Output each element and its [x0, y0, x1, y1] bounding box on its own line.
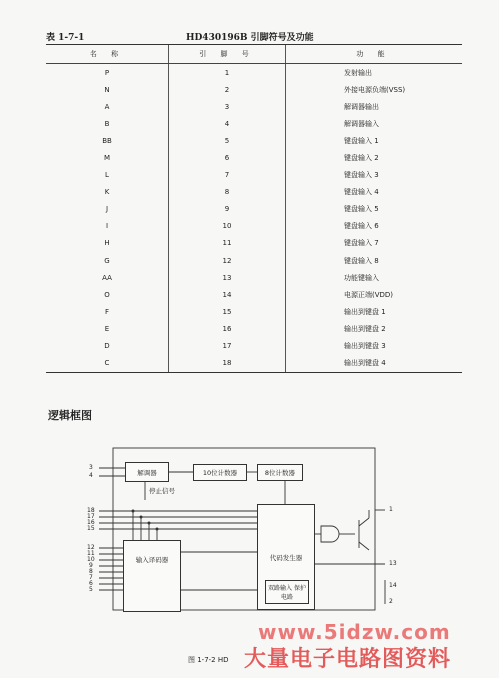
cell-pin: 2: [169, 81, 286, 98]
cell-pin: 8: [169, 184, 286, 201]
cell-name: N: [104, 85, 110, 94]
cell-name: F: [104, 307, 110, 316]
table-row: [46, 149, 462, 166]
table-body: [46, 64, 462, 373]
pin-label-12: 12: [87, 544, 95, 551]
cell-function: 功能键输入: [286, 269, 463, 286]
cell-function: 键盘输入 2: [286, 149, 463, 166]
cell-function: 电源正端(VDD): [286, 286, 463, 303]
table-header-row: [46, 45, 462, 64]
table-row: [46, 81, 462, 98]
figure-caption: 图 1-7-2 HD: [188, 656, 229, 664]
pin-label-17: 17: [87, 513, 95, 520]
junction-dots: [132, 510, 159, 531]
pin-label-18: 18: [87, 507, 95, 514]
table-row: [46, 115, 462, 132]
cell-name: D: [104, 342, 110, 351]
cell-name: E: [104, 324, 110, 333]
cell-function: 键盘输入 6: [286, 218, 463, 235]
pin-label-5: 5: [89, 586, 93, 593]
table-row: [46, 355, 462, 373]
protection-circuit-block: 双路输入 保护电路: [265, 580, 309, 604]
cell-pin: 15: [169, 303, 286, 320]
cell-function: 输出到键盘 2: [286, 320, 463, 337]
cell-name: G: [104, 256, 110, 265]
pin-label-10: 10: [87, 556, 95, 563]
header-name: 名 称: [46, 45, 169, 64]
cell-pin: 17: [169, 338, 286, 355]
cell-name: M: [103, 154, 111, 163]
pin-label-15: 15: [87, 525, 95, 532]
cell-function: 解调器输出: [286, 98, 463, 115]
cell-pin: 3: [169, 98, 286, 115]
table-row: [46, 303, 462, 320]
table-row: [46, 235, 462, 252]
section-title: 逻辑框图: [48, 409, 92, 422]
input-decoder-block: 输入译码器: [123, 540, 181, 612]
pin-label-8: 8: [89, 568, 93, 575]
table-row: [46, 320, 462, 337]
table-row: [46, 201, 462, 218]
table-row: [46, 218, 462, 235]
cell-pin: 9: [169, 201, 286, 218]
table-row: [46, 338, 462, 355]
cell-pin: 5: [169, 132, 286, 149]
pin-table: [46, 44, 462, 373]
cell-pin: 14: [169, 286, 286, 303]
cell-function: 键盘输入 8: [286, 252, 463, 269]
pin-label-4: 4: [89, 472, 93, 479]
cell-function: 发射输出: [286, 64, 463, 82]
cell-name: BB: [102, 136, 112, 145]
cell-function: 键盘输入 1: [286, 132, 463, 149]
cell-name: C: [46, 355, 169, 373]
cell-pin: 1: [169, 64, 286, 82]
cell-name: I: [105, 222, 109, 231]
pin-label-16: 16: [87, 519, 95, 526]
pin-label-11: 11: [87, 550, 95, 557]
pin-label-7: 7: [89, 574, 93, 581]
cell-name: B: [104, 119, 110, 128]
cell-name: K: [104, 188, 110, 197]
cell-function: 键盘输入 5: [286, 201, 463, 218]
cell-pin: 6: [169, 149, 286, 166]
cell-function: 输出到键盘 4: [286, 355, 463, 373]
pin-label-9: 9: [89, 562, 93, 569]
cell-function: 键盘输入 3: [286, 167, 463, 184]
pin-label-14: 14: [389, 582, 397, 589]
cell-pin: 13: [169, 269, 286, 286]
pin-label-13: 13: [389, 560, 397, 567]
watermark-text: 大量电子电路图资料: [244, 647, 452, 672]
pin-label-3: 3: [89, 464, 93, 471]
cell-name: H: [104, 239, 110, 248]
cell-pin: 12: [169, 252, 286, 269]
code-generator-block: 代码发生器: [257, 504, 315, 610]
header-pin: 引 脚 号: [169, 45, 286, 64]
counter-8bit-block: 8位计数器: [257, 464, 303, 481]
table-number: 表 1-7-1: [46, 33, 85, 43]
watermark-url: www.5idzw.com: [258, 620, 451, 644]
table-row: [46, 286, 462, 303]
cell-function: 键盘输入 4: [286, 184, 463, 201]
table-row: [46, 64, 462, 82]
cell-pin: 4: [169, 115, 286, 132]
logic-block-diagram: [85, 440, 415, 640]
cell-function: 输出到键盘 1: [286, 303, 463, 320]
cell-pin: 18: [169, 355, 286, 373]
table-row: [46, 269, 462, 286]
cell-name: L: [105, 171, 109, 180]
cell-function: 外接电源负端(VSS): [286, 81, 463, 98]
table-row: [46, 98, 462, 115]
demodulator-block: 解调器: [125, 462, 169, 482]
pin-label-6: 6: [89, 580, 93, 587]
cell-function: 解调器输入: [286, 115, 463, 132]
cell-pin: 11: [169, 235, 286, 252]
table-row: [46, 132, 462, 149]
cell-name: O: [104, 290, 110, 299]
cell-name: A: [104, 102, 110, 111]
cell-name: J: [105, 205, 109, 214]
pin-label-1: 1: [389, 506, 393, 513]
stop-signal-label: 停止信号: [149, 487, 175, 495]
cell-name: P: [104, 68, 110, 77]
table-row: [46, 252, 462, 269]
cell-pin: 7: [169, 167, 286, 184]
cell-function: 键盘输入 7: [286, 235, 463, 252]
header-function: 功 能: [286, 45, 463, 64]
cell-pin: 16: [169, 320, 286, 337]
table-row: [46, 167, 462, 184]
cell-function: 输出到键盘 3: [286, 338, 463, 355]
counter-10bit-block: 10位计数器: [193, 464, 247, 481]
pin-label-2: 2: [389, 598, 393, 605]
cell-name: AA: [102, 273, 112, 282]
table-title: HD430196B 引脚符号及功能: [186, 33, 314, 43]
table-row: [46, 184, 462, 201]
cell-pin: 10: [169, 218, 286, 235]
